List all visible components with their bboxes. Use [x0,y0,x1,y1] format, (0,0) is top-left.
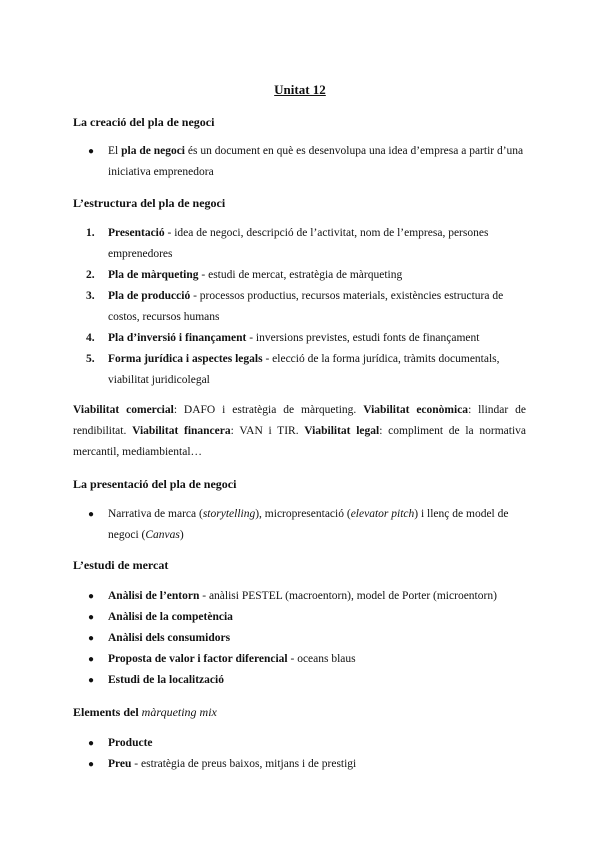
list-item: Pla de màrqueting - estudi de mercat, estratègia de màrqueting [108,269,403,281]
list-number: 4. [86,332,95,344]
bullet-icon: ● [88,633,95,644]
list-number: 2. [86,269,95,281]
list-number: 3. [86,290,95,302]
list-item: Anàlisi dels consumidors [108,632,231,644]
list-item: El pla de negoci és un document en què es desenvolupa una idea d’empresa a partir d’una iniciativa emprenedora [108,145,524,178]
bullet-icon: ● [88,654,95,665]
list-item: Estudi de la localització [108,674,224,686]
list-item: Proposta de valor i factor diferencial - oceans blaus [108,653,356,665]
heading-presentacio: La presentació del pla de negoci [73,477,237,491]
list-item: Forma jurídica i aspectes legals - elecció de la forma jurídica, tràmits documentals, viabilitat juridicolegal [108,353,500,386]
list-item: Pla de producció - processos productius, recursos materials, existències estructura de costos, recursos humans [108,290,504,323]
heading-creacio: La creació del pla de negoci [73,115,215,129]
list-number: 1. [86,227,95,239]
heading-marqueting-mix: Elements del màrqueting mix [73,705,217,719]
list-item: Anàlisi de la competència [108,611,233,623]
list-item: Producte [108,737,153,749]
list-number: 5. [86,353,95,365]
page-title: Unitat 12 [274,82,326,97]
viability-paragraph: Viabilitat comercial: DAFO i estratègia de màrqueting. Viabilitat econòmica: llindar de rendibilitat. Viabilitat financera: VAN i TIR. Viabilitat legal: compliment de la normativa mercantil, mediambiental… [73,404,527,458]
bullet-icon: ● [88,675,95,686]
list-item: Presentació - idea de negoci, descripció de l’activitat, nom de l’empresa, persones emprenedores [108,227,489,260]
bullet-icon: ● [88,759,95,770]
list-item: Narrativa de marca (storytelling), micropresentació (elevator pitch) i llenç de model de negoci (Canvas) [108,508,509,541]
heading-estructura: L’estructura del pla de negoci [73,196,226,210]
bullet-icon: ● [88,738,95,749]
heading-estudi-mercat: L’estudi de mercat [73,558,169,572]
list-item: Anàlisi de l’entorn - anàlisi PESTEL (macroentorn), model de Porter (microentorn) [108,590,497,602]
bullet-icon: ● [88,591,95,602]
list-item: Pla d’inversió i finançament - inversions previstes, estudi fonts de finançament [108,332,480,344]
bullet-icon: ● [88,146,95,157]
bullet-icon: ● [88,509,95,520]
list-item: Preu - estratègia de preus baixos, mitjans i de prestigi [108,758,357,770]
bullet-icon: ● [88,612,95,623]
